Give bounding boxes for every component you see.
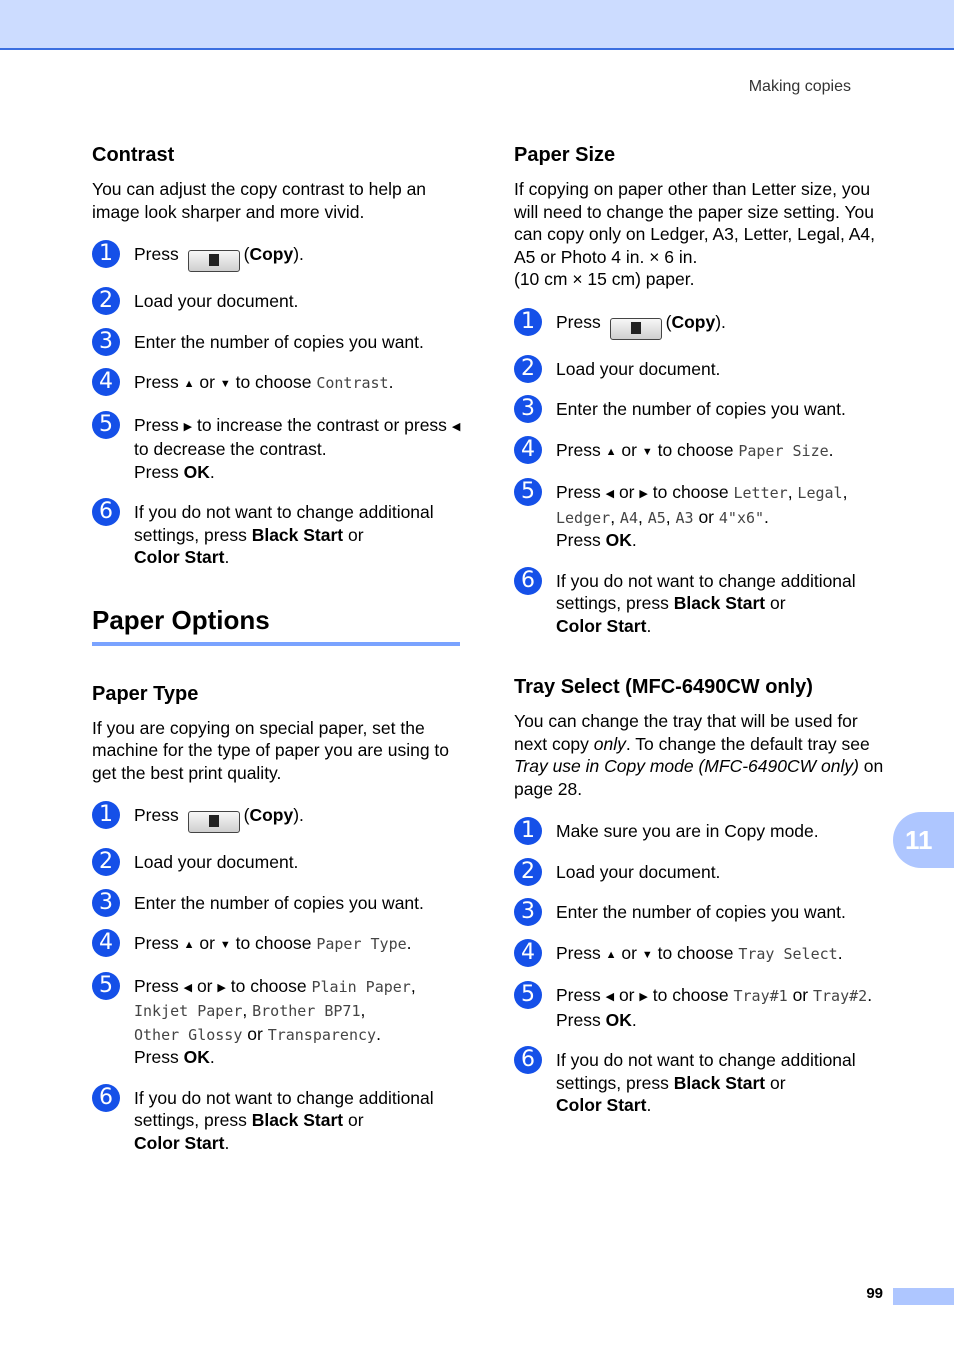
contrast-step-6: 6 If you do not want to change additional settings, press Black Start or Color Start. [92,501,462,569]
paper-size-step-2: 2 Load your document. [514,358,884,381]
tray-select-heading: Tray Select (MFC-6490CW only) [514,676,813,698]
right-arrow-icon: ▶ [639,488,648,500]
paper-size-step-3: 3 Enter the number of copies you want. [514,398,884,421]
paper-type-step-3: 3 Enter the number of copies you want. [92,892,462,915]
left-column [92,143,462,1172]
contrast-step-1: 1 Press (Copy). [92,243,462,272]
header-band [0,0,954,50]
contrast-step-5: 5 Press ▶ to increase the contrast or press ◀ to decrease the contrast. Press OK. [92,414,462,484]
right-arrow-icon: ▶ [639,991,648,1003]
down-arrow-icon: ▼ [219,378,231,390]
paper-size-step-4: 4 Press ▲ or ▼ to choose Paper Size. [514,439,884,464]
footer-band [893,1288,954,1305]
down-arrow-icon: ▼ [641,948,653,961]
tray-select-step-4: 4 Press ▲ or ▼ to choose Tray Select. [514,942,884,967]
paper-type-step-6: 6 If you do not want to change additional settings, press Black Start or Color Start. [92,1087,462,1155]
paper-size-intro-2: (10 cm × 15 cm) paper. [514,269,695,289]
down-arrow-icon: ▼ [641,445,653,458]
left-arrow-icon: ◀ [451,420,461,433]
copy-button-icon [610,318,662,340]
paper-size-step-1: 1 Press (Copy). [514,311,884,340]
contrast-step-4: 4 Press ▲ or ▼ to choose Contrast. [92,371,462,396]
paper-type-heading: Paper Type [92,682,199,705]
up-arrow-icon: ▲ [183,939,195,951]
tray-select-step-5: 5 Press ◀ or ▶ to choose Tray#1 or Tray#2. Press OK. [514,984,884,1031]
up-arrow-icon: ▲ [183,378,195,390]
left-arrow-icon: ◀ [605,488,615,500]
right-arrow-icon: ▶ [183,420,193,433]
paper-type-step-5: 5 Press ◀ or ▶ to choose Plain Paper, Inkjet Paper, Brother BP71, Other Glossy or Transparency. Press OK. [92,975,462,1069]
paper-size-step-5: 5 Press ◀ or ▶ to choose Letter, Legal, Ledger, A4, A5, A3 or 4"x6". Press OK. [514,481,884,552]
paper-size-heading: Paper Size [514,144,616,166]
right-arrow-icon: ▶ [217,981,226,994]
paper-options-heading: Paper Options [92,605,460,646]
page-number: 99 [866,1285,883,1302]
paper-type-step-2: 2 Load your document. [92,851,462,874]
tray-select-step-1: 1 Make sure you are in Copy mode. [514,820,884,843]
paper-size-step-6: 6 If you do not want to change additional settings, press Black Start or Color Start. [514,570,884,638]
contrast-heading: Contrast [92,144,175,166]
copy-button-icon [188,250,240,272]
right-column [514,143,884,1135]
tray-select-step-2: 2 Load your document. [514,861,884,884]
contrast-step-2: 2 Load your document. [92,290,462,313]
tray-select-step-6: 6 If you do not want to change additional settings, press Black Start or Color Start. [514,1049,884,1117]
up-arrow-icon: ▲ [605,445,617,458]
paper-type-step-4: 4 Press ▲ or ▼ to choose Paper Type. [92,932,462,957]
copy-button-icon [188,811,240,833]
tray-select-intro: You can change the tray that will be used for next copy only. To change the default tray see Tray use in Copy mode (MFC-6490CW only) on page 28. [514,711,884,799]
paper-type-intro: If you are copying on special paper, set the machine for the type of paper you are using to get the best print quality. [92,717,450,783]
down-arrow-icon: ▼ [219,939,231,951]
chapter-tab: 11 [893,812,954,868]
tray-select-step-3: 3 Enter the number of copies you want. [514,901,884,924]
left-arrow-icon: ◀ [605,991,615,1003]
contrast-intro: You can adjust the copy contrast to help an image look sharper and more vivid. [92,179,427,222]
contrast-step-3: 3 Enter the number of copies you want. [92,331,462,354]
up-arrow-icon: ▲ [605,948,617,961]
left-arrow-icon: ◀ [183,981,193,994]
running-title: Making copies [748,78,851,95]
paper-type-step-1: 1 Press (Copy). [92,804,462,833]
paper-size-intro: If copying on paper other than Letter size, you will need to change the paper size setting. You can copy only on Ledger, A3, Letter, Legal, A4, A5 or Photo 4 in. × 6 in. [514,179,875,267]
